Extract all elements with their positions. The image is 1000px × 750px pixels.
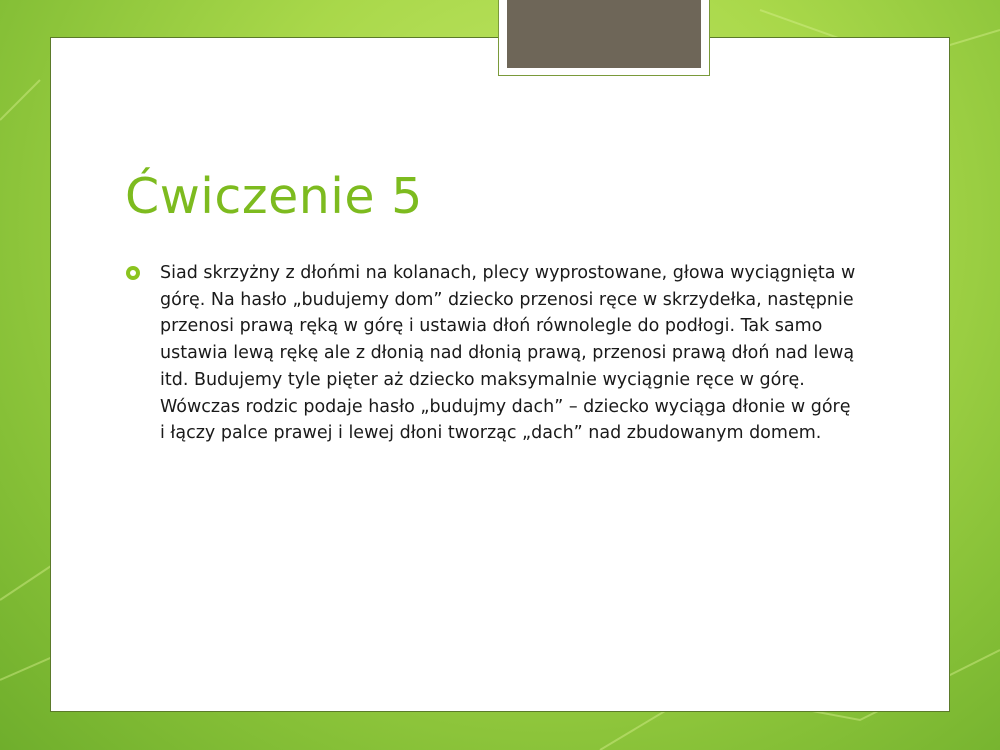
- slide-title: Ćwiczenie 5: [125, 168, 423, 225]
- bullet-icon: [126, 266, 140, 280]
- bullet-text: Siad skrzyżny z dłońmi na kolanach, plecy wyprostowane, głowa wyciągnięta w górę. Na hasło „budujemy dom” dziecko przenosi ręce w skrzydełka, następnie przenosi prawą ręką w górę i ustawia dłoń równolegle do podłogi. Tak samo ustawia lewą rękę ale z dłonią nad dłonią prawą, przenosi prawą dłoń nad lewą itd. Budujemy tyle pięter aż dziecko maksymalnie wyciągnie ręce w górę. Wówczas rodzic podaje hasło „budujmy dach” – dziecko wyciąga dłonie w górę i łączy palce prawej i lewej dłoni tworząc „dach” nad zbudowanym domem.: [160, 263, 856, 444]
- header-tab: [507, 0, 701, 68]
